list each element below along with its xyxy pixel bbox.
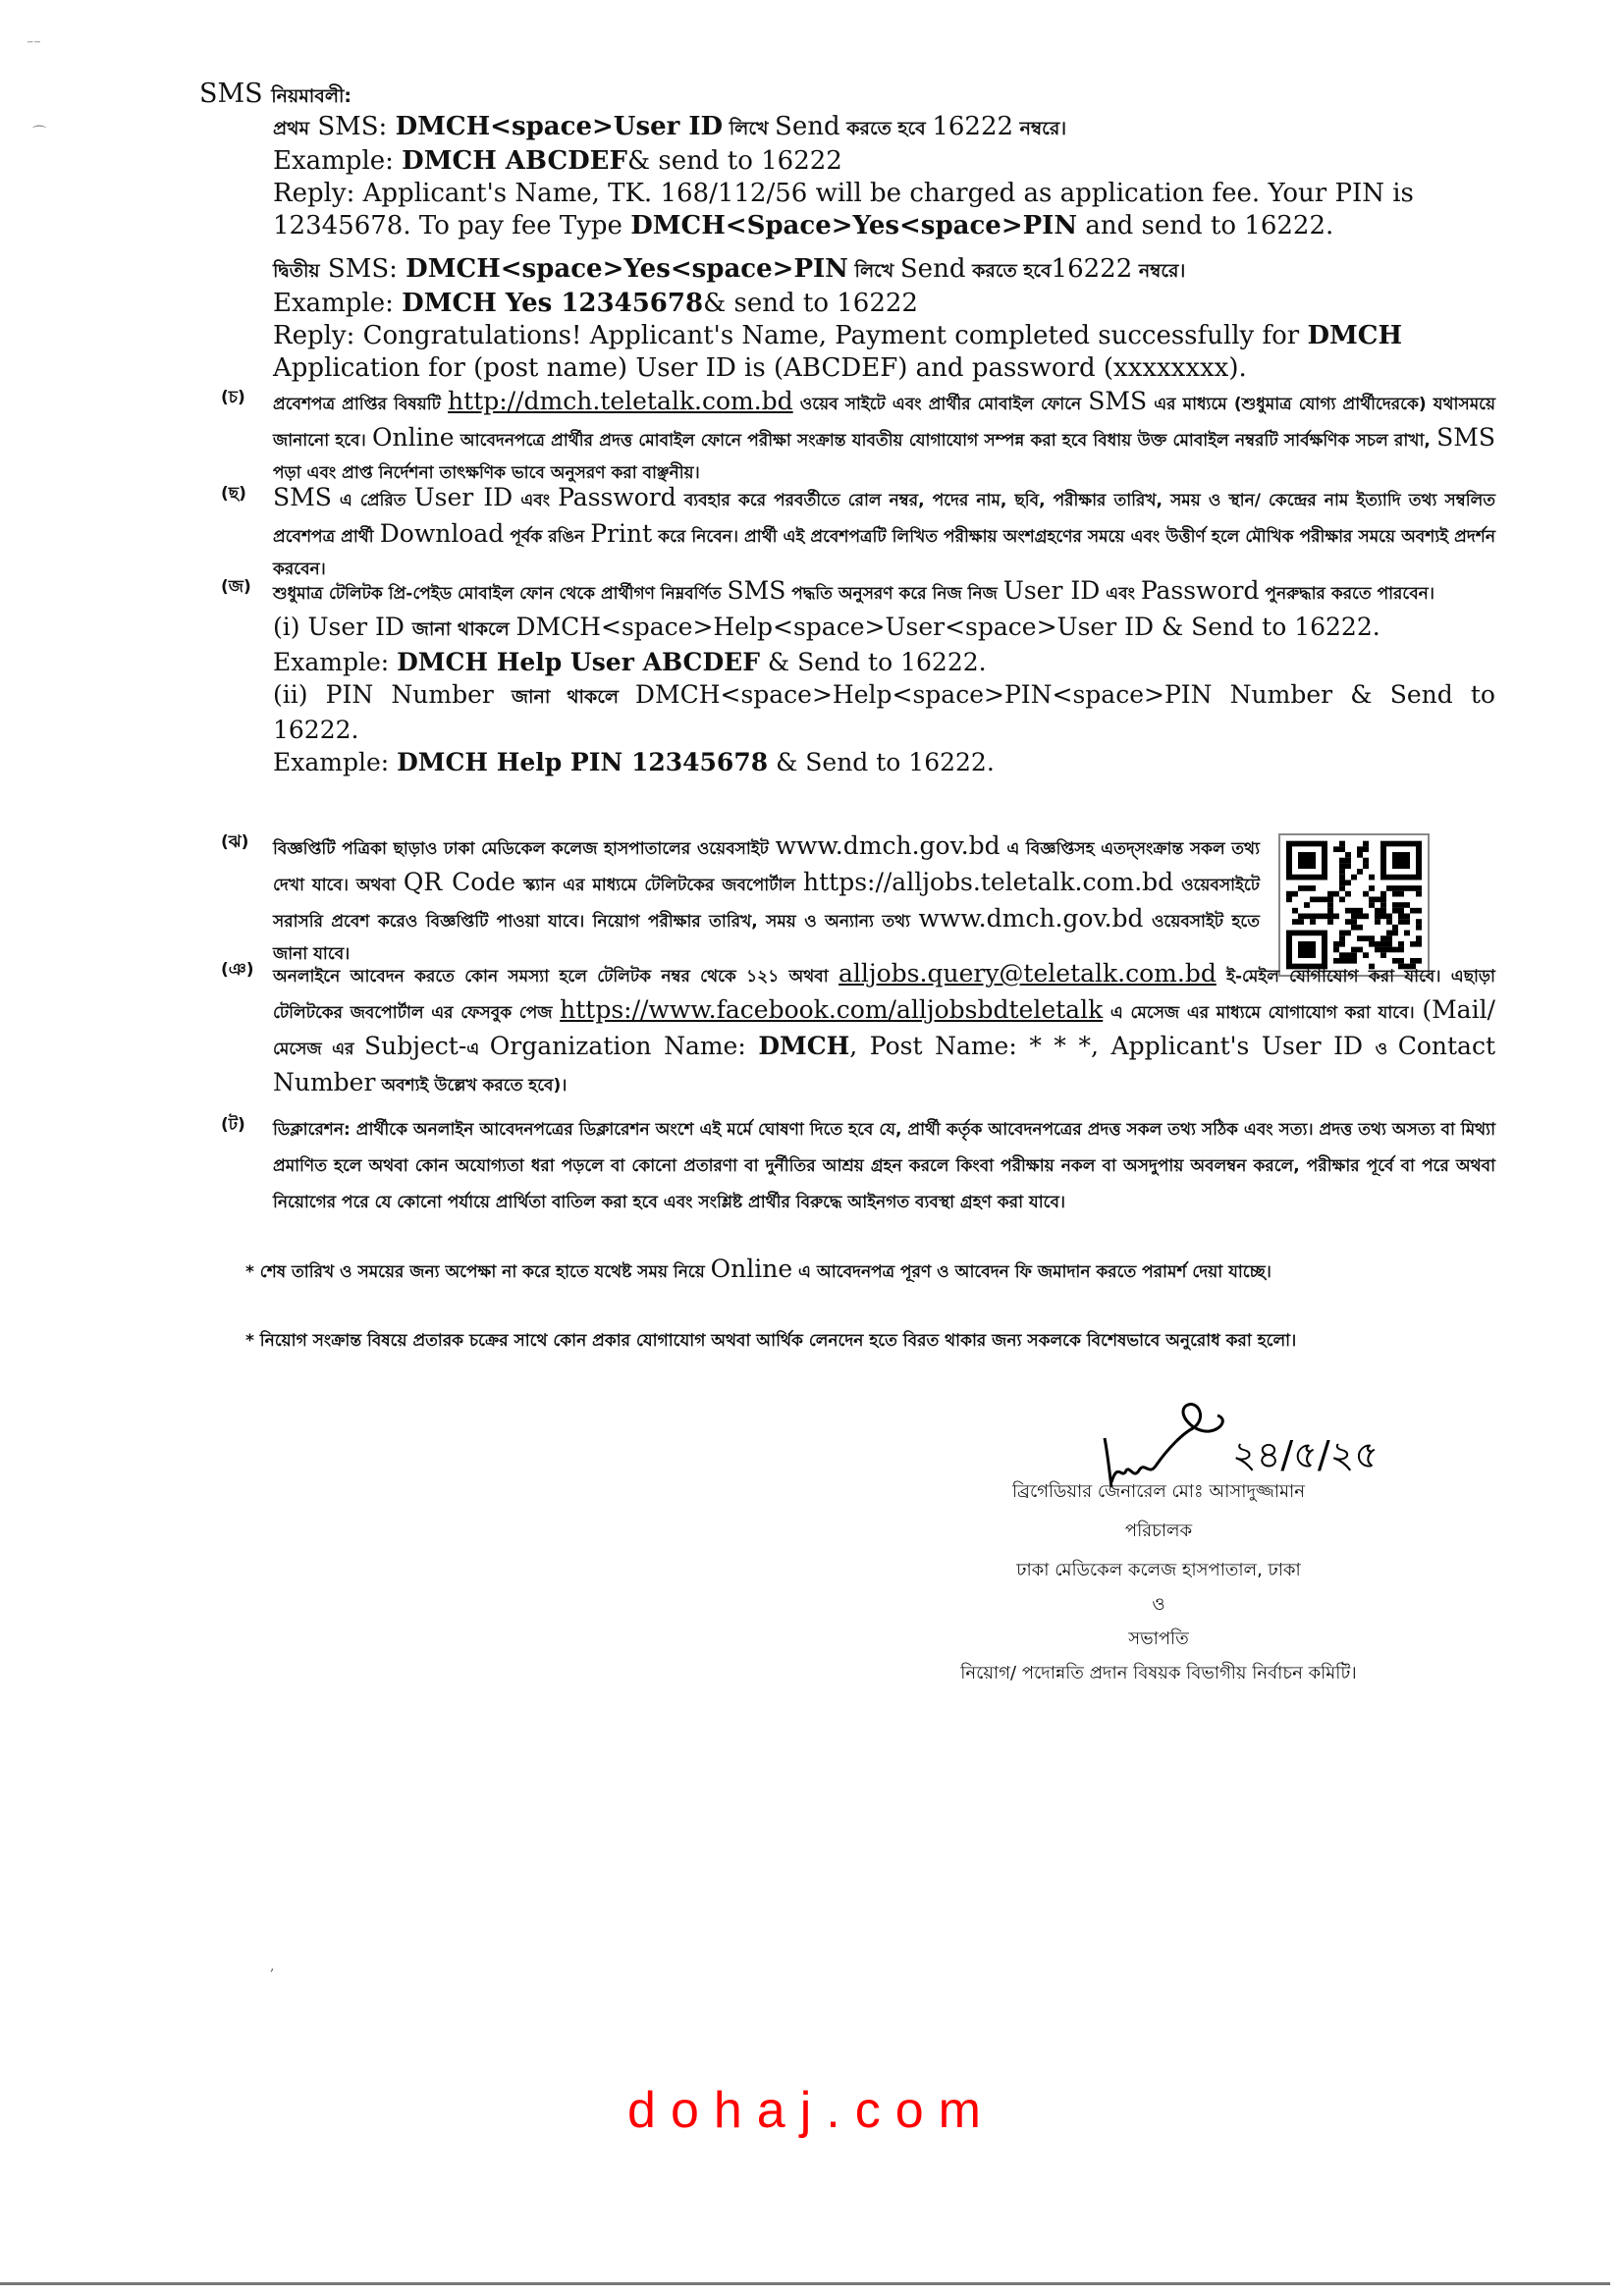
qr-module [1322,896,1327,902]
dmch-website-link[interactable]: www.dmch.gov.bd [775,831,1001,860]
section-text: বিজ্ঞপ্তিটি পত্রিকা ছাড়াও ঢাকা মেডিকেল কলেজ হাসপাতালের ওয়েবসাইট [273,839,776,859]
signature-date: ২৪/৫/২৫ [1232,1433,1379,1476]
qr-module [1351,914,1357,920]
sms-text-bn: নম্বরে। [1132,260,1186,282]
second-sms-reply-line2: Application for (post name) User ID is (ABCDEF) and password (xxxxxxxx). [273,353,1247,383]
qr-module [1416,919,1422,925]
example-rest: & Send to 16222. [768,748,995,776]
sub-command: DMCH<space>Help<space>User<space>User ID & Send to 16222. [515,613,1380,641]
qr-module [1392,902,1398,908]
qr-module [1404,885,1410,891]
note-text: শেষ তারিখ ও সময়ের জন্য অপেক্ষা না করে হাতে যথেষ্ট সময় নিয়ে [253,1262,711,1282]
section-label: (ছ) [221,484,246,504]
qr-module [1298,914,1304,920]
qr-module [1369,875,1375,881]
signatory-office: ঢাকা মেডিকেল কলেজ হাসপাতাল, ঢাকা [1016,1560,1301,1580]
qr-module [1339,869,1345,875]
section-text-en: SMS [1088,387,1148,415]
qr-module [1410,908,1416,914]
qr-module [1398,947,1404,953]
second-sms-instruction [273,253,1500,288]
qr-module [1339,846,1345,852]
note-text-en: Online [710,1255,793,1283]
qr-module [1298,885,1304,891]
qr-module [1398,941,1404,947]
sms-command: DMCH<space>User ID [395,112,724,141]
qr-module [1345,880,1351,885]
qr-module [1404,914,1410,920]
section-text-en: Online [372,423,455,452]
sms-command: DMCH<space>Yes<space>PIN [406,254,848,284]
qr-module [1410,885,1416,891]
section-text: ওয়েবসাইটে সরাসরি প্রবেশ করেও বিজ্ঞপ্তিটি পাওয়া যাবে। নিয়োগ পরীক্ষার তারিখ, সময় ও অন্যান্য তথ্য [273,876,1260,932]
qr-module [1357,908,1363,914]
note-text: এ আবেদনপত্র পূরণ ও আবেদন ফি জমাদান করতে পরামর্শ দেয়া যাচ্ছে। [792,1262,1271,1282]
qr-module [1351,919,1357,925]
qr-module [1333,846,1339,852]
section-body [273,385,1495,490]
qr-module [1386,935,1392,941]
qr-module [1339,858,1345,864]
qr-module [1386,947,1392,953]
section-text-en: User ID [1002,576,1101,605]
qr-module [1339,880,1345,885]
first-sms-example [273,145,1500,178]
section-text: পূর্বক রঙিন [504,527,591,547]
section-text: এ [466,1040,490,1059]
qr-module [1369,902,1375,908]
qr-module [1398,885,1404,891]
qr-module [1310,914,1316,920]
section-text-en: Subject- [364,1032,467,1060]
qr-module [1369,885,1375,891]
reply-text: 12345678. To pay fee Type [273,211,631,240]
section-body [273,481,1495,586]
qr-module [1416,885,1422,891]
section-label: (জ) [221,577,251,597]
qr-module [1345,919,1351,925]
first-sms-block [273,111,1500,242]
sub-command: DMCH<space>Help<space>PIN<space>PIN Number & Send to 16222. [273,680,1495,744]
bullet: * [245,1262,254,1282]
qr-module [1339,931,1345,936]
section-text-en: Organization Name: [489,1032,759,1060]
section-text: শুধুমাত্র টেলিটক প্রি-পেইড মোবাইল ফোন থেকে প্রার্থীগণ নিম্নবর্ণিত [273,584,728,604]
example-label: Example: [273,146,403,176]
qr-module [1386,885,1392,891]
example-rest: & send to 16222 [703,289,918,318]
example-label: Example: [273,648,398,676]
alljobs-email-link[interactable]: alljobs.query@teletalk.com.bd [838,959,1217,988]
qr-module [1416,908,1422,914]
qr-module [1327,896,1333,902]
section-body [273,957,1495,1102]
sms-rules-title-en: SMS [199,79,263,109]
section-text-en: SMS [727,576,786,605]
sms-text-bn: লিখে [847,260,900,282]
sms-rules-title-bn: নিয়মাবলী: [271,85,352,107]
signatory-designation: পরিচালক [1124,1521,1193,1541]
example-command: DMCH ABCDEF [402,146,627,176]
qr-module [1363,863,1369,869]
section-text: অবশ্যই উল্লেখ করতে হবে)। [375,1076,568,1095]
signatory-and: ও [1152,1594,1165,1615]
qr-module [1339,935,1345,941]
reply-org: DMCH [1307,321,1403,350]
sms-text: SMS: [319,254,406,284]
qr-module [1375,919,1380,925]
qr-module [1345,858,1351,864]
qr-module [1380,947,1386,953]
section-nya [221,957,1497,1104]
sub-text-bn: জানা থাকলে [512,686,635,708]
section-text: পড়া এবং প্রাপ্ত নির্দেশনা তাৎক্ষণিক ভাবে অনুসরণ করা বাঞ্ছনীয়। [273,463,700,483]
qr-module [1298,852,1316,869]
qr-module [1404,902,1410,908]
qr-module [1380,908,1386,914]
section-text-en: Contact Number [273,1032,1495,1096]
section-body [273,574,1495,778]
qr-module [1357,869,1363,875]
qr-module [1380,941,1386,947]
page-bottom-rule [0,2282,1610,2285]
first-sms-reply-line1: Reply: Applicant's Name, TK. 168/112/56 will be charged as application fee. Your PIN is [273,179,1414,208]
qr-module [1286,896,1292,902]
qr-module [1369,935,1375,941]
sms-number: 16222 [932,112,1014,141]
qr-module [1363,846,1369,852]
scan-artifact: ⌒ [32,126,46,141]
section-cha [221,385,1497,483]
signatory-committee: নিয়োগ/ পদোন্নতি প্রদান বিষয়ক বিভাগীয় নির্বাচন কমিটি। [960,1663,1357,1683]
qr-module [1351,875,1357,881]
qr-module [1392,885,1398,891]
qr-module [1380,896,1386,902]
sms-rules-title [199,79,352,114]
qr-module [1386,919,1392,925]
qr-module [1380,902,1386,908]
section-ta [221,1112,1497,1250]
qr-module [1410,941,1416,947]
section-text: ওয়েবসাইট হতে জানা যাবে। [273,912,1260,964]
qr-module [1333,891,1339,897]
qr-module [1316,896,1322,902]
qr-module [1404,931,1410,936]
recover-user-id-example [273,646,1495,678]
qr-module [1357,914,1363,920]
section-label: (ট) [221,1115,245,1135]
qr-module [1380,914,1386,920]
qr-module [1304,885,1310,891]
section-text: এবং [1100,584,1141,604]
bullet: * [245,1331,254,1351]
recover-user-id-instruction [273,611,1495,646]
qr-module [1286,891,1292,897]
section-chha [221,481,1497,579]
qr-module [1375,908,1380,914]
sms-text: Send [899,254,966,284]
section-text: পদ্ধতি অনুসরণ করে নিজ নিজ [785,584,1003,604]
sms-text-bn: লিখে [723,118,776,139]
qr-module [1392,947,1398,953]
section-text: ওয়েব সাইটে এবং প্রার্থীর মোবাইল ফোনে [792,395,1089,414]
section-label: (ঝ) [221,832,249,852]
qr-module [1339,841,1345,847]
qr-module [1333,914,1339,920]
qr-module [1369,941,1375,947]
example-label: Example: [273,748,398,776]
qr-module [1327,902,1333,908]
qr-module [1345,931,1351,936]
qr-module [1386,931,1392,936]
qr-module [1363,914,1369,920]
qr-module [1386,914,1392,920]
first-sms-instruction [273,111,1500,145]
section-label: (ঞ) [221,960,254,980]
qr-module [1333,947,1339,953]
sms-text-bn: করতে হবে [839,118,933,139]
example-rest: & Send to 16222. [759,648,987,676]
section-text: এর মাধ্যমে (শুধুমাত্র যোগ্য প্রার্থীদেরকে) যথাসময়ে জানানো হবে। [273,395,1495,451]
qr-module [1345,908,1351,914]
declaration-text: ডিক্লারেশন: প্রার্থীকে অনলাইন আবেদনপত্রের ডিক্লারেশন অংশে এই মর্মে ঘোষণা দিতে হবে যে, প্রার্থী কর্তৃক আবেদনপত্রের প্রদত্ত সকল তথ্য সঠিক এবং সত্য। প্রদত্ত তথ্য অসত্য বা মিথ্যা প্রমাণিত হলে অথবা কোন অযোগ্যতা ধরা পড়লে বা কোনো প্রতারণা বা দুর্নীতির আশ্রয় গ্রহন করলে কিংবা পরীক্ষায় নকল বা অসদুপায় অবলম্বন করলে, পরীক্ষার পূর্বে বা পরে অথবা নিয়োগের পরে যে কোনো পর্যায়ে প্রার্থিতা বাতিল করা হবে এবং সংশ্লিষ্ট প্রার্থীর বিরুদ্ধে আইনগত ব্যবস্থা গ্রহণ করা যাবে। [273,1120,1495,1212]
qr-module [1380,891,1386,897]
qr-module [1304,914,1310,920]
section-text: ই-মেইল যোগাযোগ করা যাবে। এছাড়া টেলিটকের জবপোর্টাল এর ফেসবুক পেজ [273,967,1495,1023]
qr-module [1339,941,1345,947]
qr-module [1339,885,1345,891]
qr-module [1398,908,1404,914]
qr-module [1304,902,1310,908]
qr-module [1339,863,1345,869]
recover-pin-instruction [273,678,1495,746]
section-text-en: SMS [1436,423,1496,452]
section-label: (চ) [221,388,245,407]
section-text: করে নিবেন। প্রার্থী এই প্রবেশপত্রটি লিখিত পরীক্ষায় অংশগ্রহণের সময়ে এবং উত্তীর্ণ হলে মৌখিক পরীক্ষার সময়ে অবশ্যই প্রদর্শন করবেন। [273,527,1495,579]
dmch-teletalk-link[interactable]: http://dmch.teletalk.com.bd [448,387,793,415]
qr-code-graphic [1280,835,1428,975]
sub-text: (i) User ID [273,613,412,641]
section-text: এ মেসেজ এর মাধ্যমে যোগাযোগ করা যাবে। [1103,1003,1423,1023]
qr-module [1357,852,1363,858]
qr-module [1310,919,1316,925]
alljobs-teletalk-link[interactable]: https://alljobs.teletalk.com.bd [803,868,1174,896]
organization-name: DMCH [758,1032,850,1060]
section-text: এ বিজ্ঞপ্তিসহ এতদ্‌সংক্রান্ত সকল তথ্য দেখা যাবে। অথবা [273,839,1260,895]
qr-module [1375,896,1380,902]
reply-text: Reply: Congratulations! Applicant's Name, Payment completed successfully for [273,321,1308,350]
qr-module [1292,919,1298,925]
qr-module [1363,858,1369,864]
section-text-en: User ID [413,483,514,511]
qr-module [1357,947,1363,953]
qr-module [1416,935,1422,941]
qr-module [1333,941,1339,947]
qr-module [1357,935,1363,941]
section-text: এবং [513,491,559,510]
qr-module [1327,919,1333,925]
qr-module [1357,925,1363,931]
section-text-en: Print [590,519,653,548]
section-text-en: , Post Name: * * *, Applicant's User ID [849,1032,1376,1060]
example-label: Example: [273,289,403,318]
qr-module [1375,914,1380,920]
qr-module [1327,891,1333,897]
qr-code-icon [1278,833,1430,977]
qr-module [1392,931,1398,936]
section-text: অনলাইনে আবেদন করতে কোন সমস্যা হলে টেলিটক নম্বর থেকে ১২১ অথবা [273,967,839,987]
section-text: মেসেজ এর [273,1040,364,1059]
qr-module [1292,891,1298,897]
qr-module [1298,919,1304,925]
facebook-page-link[interactable]: https://www.facebook.com/alljobsbdteletalk [560,995,1104,1024]
section-jha [221,829,1262,964]
qr-module [1292,908,1298,914]
sms-number: 16222 [1051,254,1133,284]
recover-pin-example [273,746,1495,778]
sub-text-bn: জানা থাকলে [411,618,516,640]
qr-module [1327,914,1333,920]
second-sms-reply-line1 [273,320,1500,352]
qr-module [1375,941,1380,947]
example-rest: & send to 16222 [626,146,842,176]
section-text-en: Download [379,519,505,548]
section-text-en: Password [558,483,676,511]
qr-module [1375,947,1380,953]
second-sms-block [273,253,1500,385]
dmch-website-link[interactable]: www.dmch.gov.bd [918,904,1144,933]
section-body [273,829,1260,971]
second-label: দ্বিতীয় [273,260,320,282]
qr-module [1339,896,1345,902]
first-sms-reply-line2 [273,210,1500,242]
section-text: পুনরুদ্ধার করতে পারবেন। [1259,584,1434,604]
qr-module [1392,925,1398,931]
qr-module [1322,914,1327,920]
qr-module [1351,947,1357,953]
qr-module [1310,896,1316,902]
example-command: DMCH Help User ABCDEF [397,648,760,676]
section-text: এ প্রেরিত [331,491,414,510]
qr-module [1386,941,1392,947]
section-text-en: Password [1140,576,1260,605]
qr-module [1298,941,1316,958]
qr-module [1404,919,1410,925]
qr-module [1363,891,1369,897]
first-label: প্রথম [273,118,310,139]
qr-module [1339,875,1345,881]
sms-text: SMS: [317,112,396,141]
signatory-role: সভাপতি [1128,1629,1189,1649]
second-sms-example [273,288,1500,320]
qr-module [1416,925,1422,931]
qr-module [1392,891,1398,897]
qr-module [1398,914,1404,920]
watermark-text: dohaj.com [627,2082,996,2139]
example-command: DMCH Help PIN 12345678 [397,748,769,776]
scan-artifact: , [270,1958,275,1974]
sub-text: (ii) PIN Number [273,680,512,709]
sms-text: Send [775,112,840,141]
section-text: আবেদনপত্রে প্রার্থীর প্রদত্ত মোবাইল ফোনে পরীক্ষা সংক্রান্ত যাবতীয় যোগাযোগ সম্পন্ন করা হবে বিধায় উক্ত মোবাইল নম্বরটি সার্বক্ষণিক সচল রাখা, [454,431,1437,451]
reply-text: and send to 16222. [1077,211,1334,240]
qr-module [1345,852,1351,858]
qr-module [1392,908,1398,914]
qr-module [1369,896,1375,902]
qr-module [1363,841,1369,847]
section-text: স্ক্যান এর মাধ্যমে টেলিটকের জবপোর্টাল [515,876,803,895]
sms-text-bn: করতে হবে [965,260,1052,282]
qr-module [1327,908,1333,914]
section-text: ব্যবহার করে পরবর্তীতে রোল নম্বর, পদের নাম, ছবি, পরীক্ষার তারিখ, সময় ও স্থান/ কেন্দ্রের নাম ইত্যাদি তথ্য সম্বলিত প্রবেশপত্র প্রার্থী [273,491,1495,547]
section-ja [221,574,1497,800]
qr-module [1310,885,1316,891]
qr-module [1392,852,1410,869]
note-deadline [245,1252,1473,1290]
section-text: প্রবেশপত্র প্রাপ্তির বিষয়টি [273,395,449,414]
qr-module [1351,925,1357,931]
section-text-en: (Mail/ [1422,995,1495,1024]
sms-text-bn: নম্বরে। [1013,118,1067,139]
note-fraud-warning [245,1323,1473,1359]
qr-module [1380,935,1386,941]
qr-module [1416,891,1422,897]
qr-module [1345,891,1351,897]
qr-module [1398,891,1404,897]
scan-artifact: ⁻⁻ [27,37,41,53]
qr-module [1416,941,1422,947]
qr-module [1398,919,1404,925]
qr-module [1345,863,1351,869]
example-command: DMCH Yes 12345678 [402,289,704,318]
section-text: ও [1375,1040,1398,1059]
signatory-name: ব্রিগেডিয়ার জেনারেল মোঃ আসাদুজ্জামান [1012,1481,1305,1502]
qr-module [1363,935,1369,941]
qr-module [1316,914,1322,920]
qr-module [1398,902,1404,908]
note-text: নিয়োগ সংক্রান্ত বিষয়ে প্রতারক চক্রের সাথে কোন প্রকার যোগাযোগ অথবা আর্থিক লেনদেন হতে বিরত থাকার জন্য সকলকে বিশেষভাবে অনুরোধ করা হলো। [253,1331,1297,1351]
section-text-en: QR Code [403,868,516,896]
qr-module [1357,846,1363,852]
qr-module [1351,908,1357,914]
section-text-en: SMS [273,483,332,511]
reply-command: DMCH<Space>Yes<space>PIN [630,211,1078,240]
